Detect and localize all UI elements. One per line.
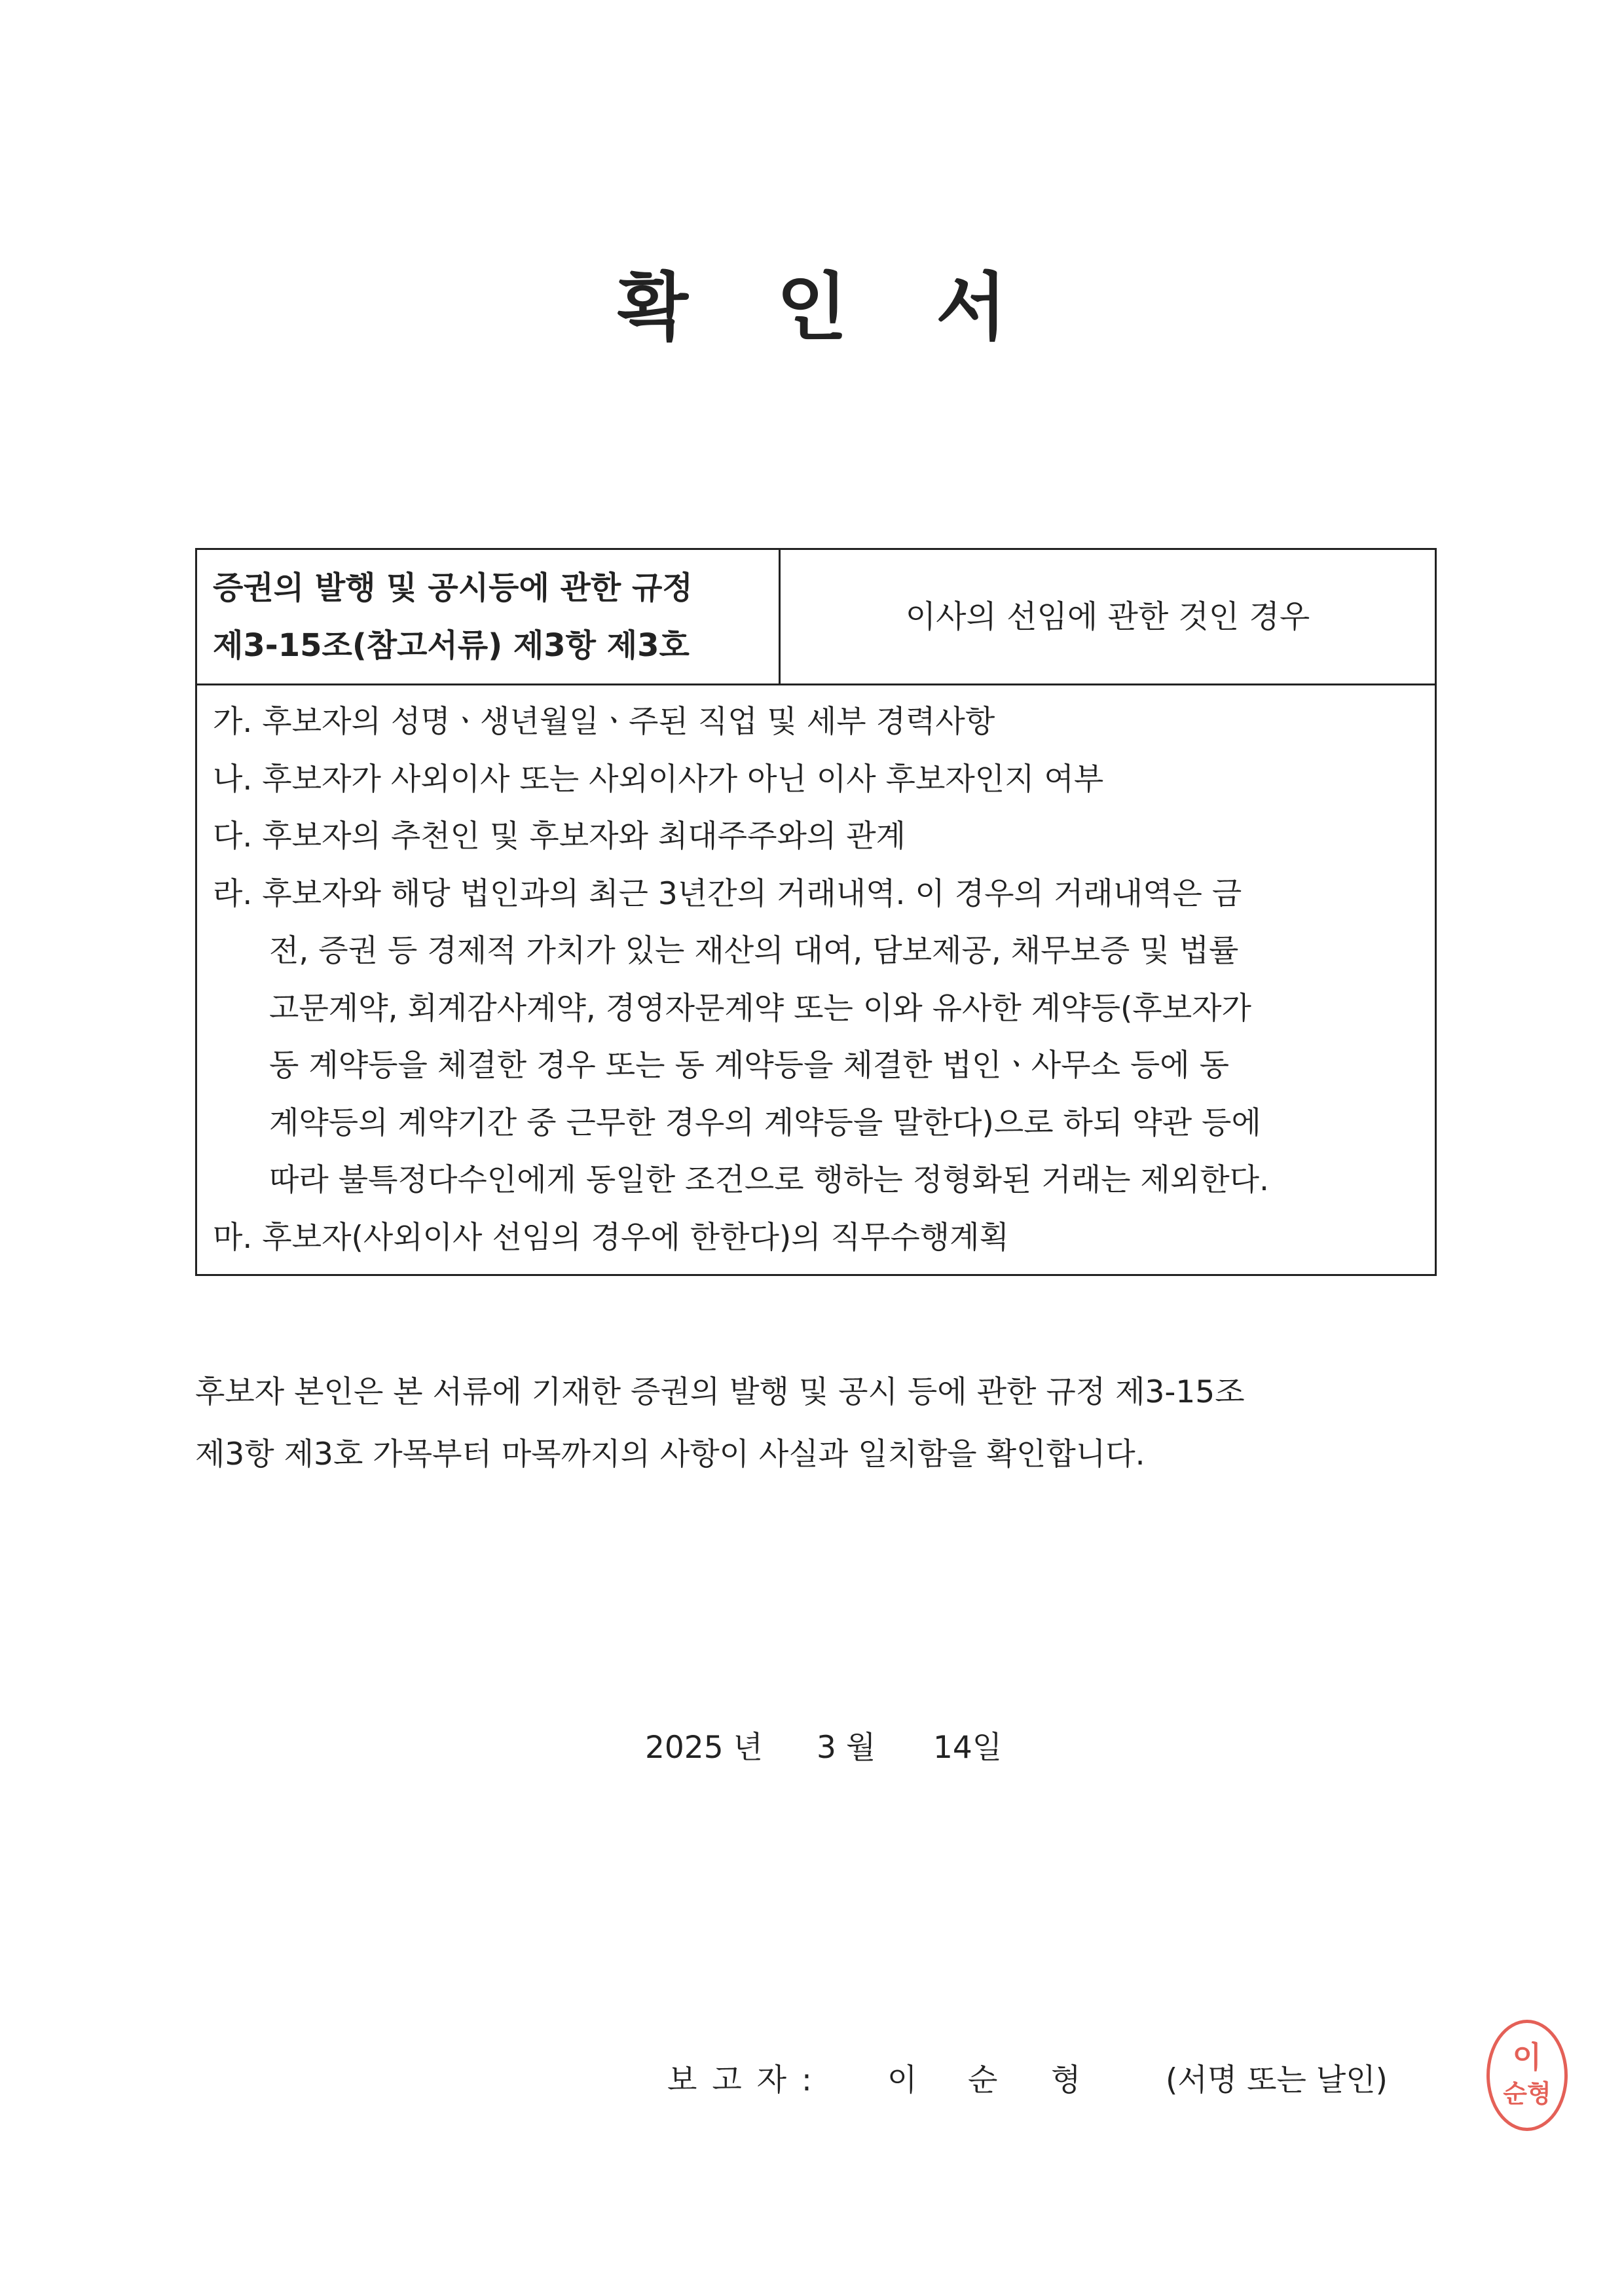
list-item-continuation: 따라 불특정다수인에게 동일한 조건으로 행하는 정형화된 거래는 제외한다. — [269, 1162, 1269, 1198]
document-title: 확 인 서 — [617, 265, 1039, 350]
regulation-line: 제3-15조(참고서류) 제3항 제3호 — [213, 627, 690, 664]
document-body — [195, 548, 1437, 1485]
reporter-label: 보 고 자 : — [667, 2062, 815, 2098]
stamp-text: 순형 — [1503, 2079, 1551, 2108]
applicable-case: 이사의 선임에 관한 것인 경우 — [905, 598, 1310, 635]
list-item-continuation: 계약등의 계약기간 중 근무한 경우의 계약등을 말한다)으로 하되 약관 등에 — [269, 1104, 1261, 1141]
confirmation-statement — [195, 1361, 1435, 1485]
list-item-continuation: 전, 증권 등 경제적 가치가 있는 재산의 대여, 담보제공, 채무보증 및 법률 — [269, 933, 1239, 969]
date-month: 3 월 — [817, 1730, 876, 1766]
statement-line: 제3항 제3호 가목부터 마목까지의 사항이 사실과 일치함을 확인합니다. — [195, 1436, 1145, 1472]
list-item: 라. 후보자와 해당 법인과의 최근 3년간의 거래내역. 이 경우의 거래내역은 금 — [213, 875, 1242, 912]
reference-table — [195, 548, 1437, 1276]
date-day: 14일 — [933, 1730, 1003, 1766]
seal-stamp-icon — [1486, 2020, 1568, 2131]
statement-line: 후보자 본인은 본 서류에 기재한 증권의 발행 및 공시 등에 관한 규정 제3-15조 — [195, 1374, 1245, 1410]
table-header-row — [197, 550, 1435, 685]
stamp-text: 이 — [1512, 2039, 1542, 2075]
item-list — [197, 685, 1435, 1274]
reporter-name-char: 이 — [887, 2062, 917, 2098]
list-item: 가. 후보자의 성명ㆍ생년월일ㆍ주된 직업 및 세부 경력사항 — [213, 704, 995, 740]
signature-note: (서명 또는 날인) — [1166, 2062, 1388, 2098]
regulation-line: 증권의 발행 및 공시등에 관한 규정 — [213, 570, 693, 606]
reporter-name-char: 순 — [968, 2062, 998, 2098]
reporter-name-char: 형 — [1051, 2062, 1081, 2098]
list-item-continuation: 고문계약, 회계감사계약, 경영자문계약 또는 이와 유사한 계약등(후보자가 — [269, 990, 1251, 1027]
list-item-continuation: 동 계약등을 체결한 경우 또는 동 계약등을 체결한 법인ㆍ사무소 등에 동 — [269, 1048, 1230, 1084]
regulation-reference — [197, 550, 781, 683]
list-item: 나. 후보자가 사외이사 또는 사외이사가 아닌 이사 후보자인지 여부 — [213, 761, 1104, 797]
list-item: 마. 후보자(사외이사 선임의 경우에 한한다)의 직무수행계획 — [213, 1219, 1009, 1256]
date-year: 2025 년 — [645, 1730, 763, 1766]
list-item: 다. 후보자의 추천인 및 후보자와 최대주주와의 관계 — [213, 818, 906, 854]
